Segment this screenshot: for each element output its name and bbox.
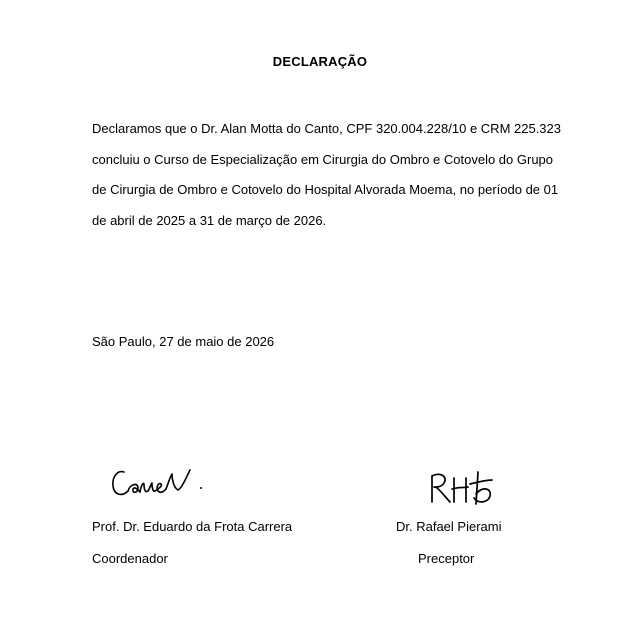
declaration-body: Declaramos que o Dr. Alan Motta do Canto, CPF 320.004.228/10 e CRM 225.323 concluiu o Curso de Especialização em Cirurgia do Ombro e Cotovelo do Grupo de Cirurgia de Ombro e Cotovelo do Hospital Alvorada Moema, no período de 01 de abril de 2025 a 31 de março de 2026. (92, 121, 561, 228)
signer-left-name: Prof. Dr. Eduardo da Frota Carrera (92, 519, 293, 534)
document-title: DECLARAÇÃO (272, 54, 368, 69)
signer-left-role: Coordenador (92, 551, 168, 566)
signer-right-name: Dr. Rafael Pierami (396, 519, 502, 534)
place-and-date: São Paulo, 27 de maio de 2026 (92, 334, 275, 349)
signature-right (422, 468, 500, 508)
signer-right-role: Preceptor (418, 551, 475, 566)
signature-left (108, 460, 212, 502)
